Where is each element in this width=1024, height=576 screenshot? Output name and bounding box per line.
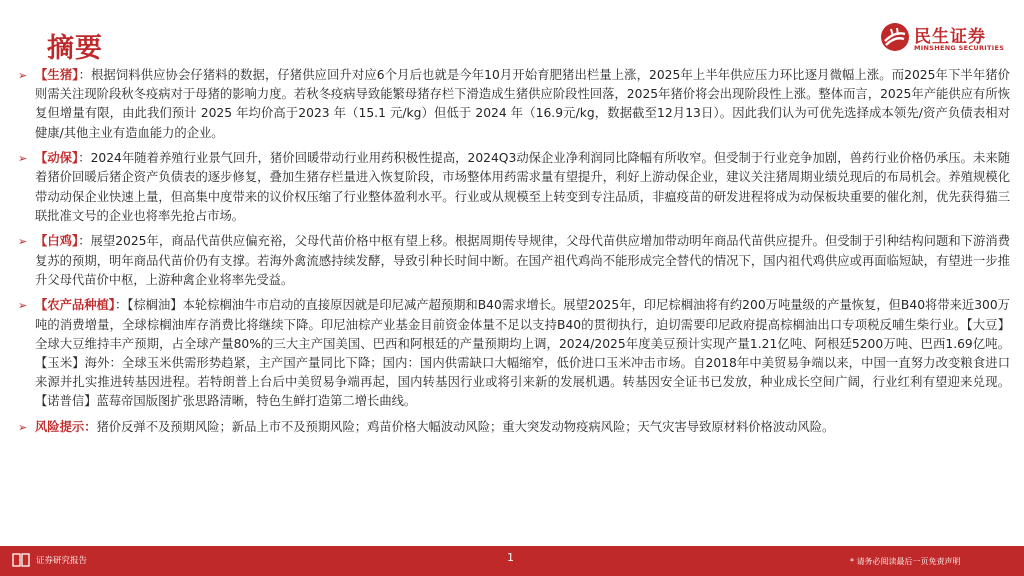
arrow-bullet-icon: ➢ xyxy=(18,421,28,435)
section-animal-health xyxy=(14,149,1010,226)
footer-disclaimer: * 请务必阅读最后一页免责声明 xyxy=(850,557,961,566)
section-broiler xyxy=(14,232,1010,290)
section-text: ：展望2025年，商品代苗供应偏充裕，父母代苗价格中枢有望上移。根据周期传导规律，父母代苗供应增加带动明年商品代苗供应提升。但受制于引种结构问题和下游消费复苏的预期，明年商品代苗价仍有支撑。若海外禽流感持续发酵，导致引种长时间中断。在国产祖代鸡尚不能形成完全替代的情况下，国内祖代鸡供应或再面临短缺，有望进一步推升父母代苗价中枢，上游种禽企业将率先受益。 xyxy=(35,234,1010,287)
section-text: ：【棕榈油】本轮棕榈油牛市启动的直接原因就是印尼减产超预期和B40需求增长。展望2025年，印尼棕榈油将有约200万吨量级的产量恢复，但B40将带来近300万吨的消费增量，全球棕榈油库存消费比将继续下降。印尼油棕产业基金目前资金体量不足以支持B40的贯彻执行，迫切需要印尼政府提高棕榈油出口专项税反哺生柴行业。【大豆】全球大豆维持丰产预期，占全球产量80%的三大主产国美国、巴西和阿根廷的产量预期均上调，2024/2025年度美豆预计实现产量1.21亿吨、阿根廷5200万吨、巴西1.69亿吨。【玉米】海外：全球玉米供需形势趋紧，主产国产量同比下降；国内：国内供需缺口大幅缩窄，低价进口玉米冲击市场。自2018年中美贸易争端以来，中国一直努力改变粮食进口来源并扎实推进转基因进程。若特朗普上台后中美贸易争端再起，国内转基因行业或将引来新的发展机遇。转基因安全证书已发放，种业成长空间广阔，行业红利有望迎来兑现。【诺普信】蓝莓帝国版图扩张思路清晰，特色生鲜打造第二增长曲线。 xyxy=(35,298,1010,409)
section-tag: 风险提示： xyxy=(35,420,97,435)
arrow-bullet-icon: ➢ xyxy=(18,69,28,82)
section-crops xyxy=(14,296,1010,411)
logo-mark-icon xyxy=(880,22,910,52)
book-icon xyxy=(12,553,30,567)
section-text: 猪价反弹不及预期风险；新品上市不及预期风险；鸡苗价格大幅波动风险；重大突发动物疫病风险；天气灾害导致原材料价格波动风险。 xyxy=(96,420,835,435)
arrow-bullet-icon: ➢ xyxy=(18,152,28,166)
section-risk xyxy=(14,418,1010,437)
logo-name-cn: 民生证券 xyxy=(914,27,986,47)
section-text: ：根据饲料供应协会仔猪料的数据，仔猪供应回升对应6个月后也就是今年10月开始育肥猪出栏量上涨，2025年上半年供应压力环比逐月微幅上涨。而2025年下半年猪价则需关注现阶段秋冬疫病对于母猪的影响力度。若秋冬疫病导致能繁母猪存栏下滑造成生猪供应阶段性回落，2025年猪价将会出现阶段性上涨。整体而言，2025年产能供应有所恢复但增量有限，由此我们预计 2025 年均价高于2023 年（15.1 元/kg）但低于 2024 年（16.9元/kg，数据截至12月13日）。因此我们认为可优先选择成本领先/资产负债表相对健康/其他主业有造血能力的企业。 xyxy=(35,68,1010,140)
logo-name-en: MINSHENG SECURITIES xyxy=(914,44,1005,52)
arrow-bullet-icon: ➢ xyxy=(18,299,28,313)
section-hog xyxy=(14,66,1010,143)
footer-report-label: 证券研究报告 xyxy=(36,556,88,566)
arrow-bullet-icon: ➢ xyxy=(18,235,28,249)
page-title: 摘要 xyxy=(47,33,103,64)
section-tag: 【动保】 xyxy=(35,151,79,166)
brand-logo xyxy=(880,18,1005,58)
section-tag: 【生猪】 xyxy=(35,68,79,82)
page-number: 1 xyxy=(507,551,514,564)
section-text: ：2024年随着养殖行业景气回升，猪价回暖带动行业用药积极性提高，2024Q3动保企业净利润同比降幅有所收窄。但受制于行业竞争加剧，兽药行业价格仍承压。未来随着猪价回暖后猪企资产负债表的逐步修复，叠加生猪存栏量进入恢复阶段，市场整体用药需求量有望提升，利好上游动保企业，建议关注猪周期业绩兑现后的布局机会。养殖规模化带动动保企业快速上量，但高集中度带来的议价权压缩了行业整体盈利水平。行业或从规模至上转变到专注品质，非瘟疫苗的研发进程将成为动保板块重要的催化剂，优先获得猫三联批准文号的企业也将率先抢占市场。 xyxy=(35,151,1010,223)
section-tag: 【农产品种植】 xyxy=(35,298,115,313)
summary-content xyxy=(14,66,1010,444)
section-tag: 【白鸡】 xyxy=(35,234,79,249)
